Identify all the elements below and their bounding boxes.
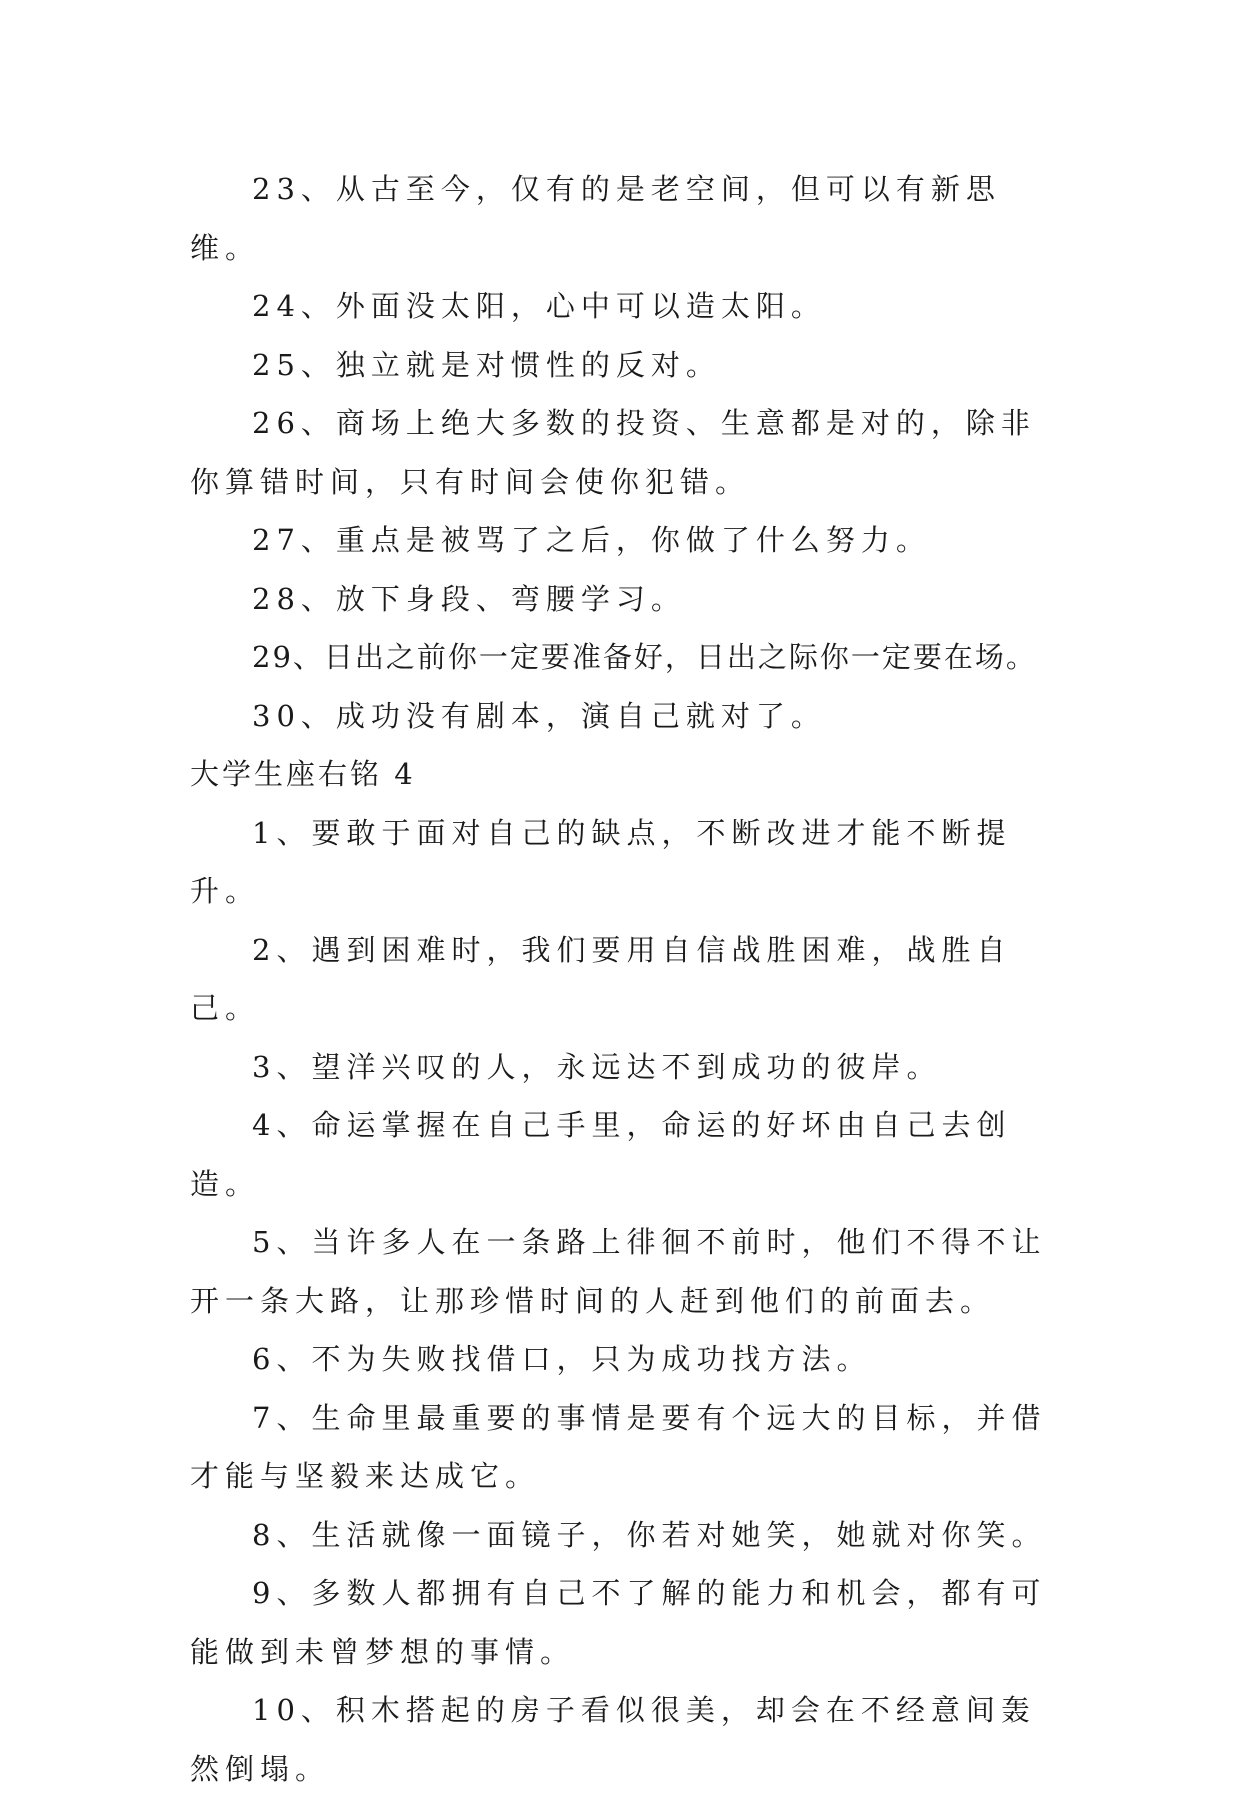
quote-paragraph: 24、外面没太阳，心中可以造太阳。 xyxy=(252,289,826,323)
quote-paragraph: 29、日出之前你一定要准备好，日出之际你一定要在场。 xyxy=(252,640,1037,674)
quote-paragraph: 4、命运掌握在自己手里，命运的好坏由自己去创造。 xyxy=(190,1108,1012,1201)
quote-paragraph: 26、商场上绝大多数的投资、生意都是对的，除非你算错时间，只有时间会使你犯错。 xyxy=(190,406,1036,499)
quote-paragraph: 5、当许多人在一条路上徘徊不前时，他们不得不让开一条大路，让那珍惜时间的人赶到他们的前面去。 xyxy=(190,1225,1047,1318)
document-body xyxy=(190,160,1050,1798)
quote-paragraph: 27、重点是被骂了之后，你做了什么努力。 xyxy=(252,523,931,557)
section-heading: 大学生座右铭 4 xyxy=(190,757,416,791)
quote-paragraph: 25、独立就是对惯性的反对。 xyxy=(252,347,721,382)
quote-paragraph: 3、望洋兴叹的人，永远达不到成功的彼岸。 xyxy=(252,1049,942,1084)
quote-paragraph: 7、生命里最重要的事情是要有个远大的目标，并借才能与坚毅来达成它。 xyxy=(190,1400,1047,1493)
quote-paragraph: 1、要敢于面对自己的缺点，不断改进才能不断提升。 xyxy=(190,815,1012,908)
quote-paragraph: 28、放下身段、弯腰学习。 xyxy=(252,581,686,616)
quote-paragraph: 2、遇到困难时，我们要用自信战胜困难，战胜自己。 xyxy=(190,932,1012,1025)
quote-paragraph: 9、多数人都拥有自己不了解的能力和机会，都有可能做到未曾梦想的事情。 xyxy=(190,1576,1047,1669)
quote-paragraph: 8、生活就像一面镜子，你若对她笑，她就对你笑。 xyxy=(252,1517,1047,1552)
quote-paragraph: 6、不为失败找借口，只为成功找方法。 xyxy=(252,1342,872,1376)
quote-paragraph: 10、积木搭起的房子看似很美，却会在不经意间轰然倒塌。 xyxy=(190,1693,1036,1786)
quote-paragraph: 30、成功没有剧本，演自己就对了。 xyxy=(252,698,826,733)
quote-paragraph: 23、从古至今，仅有的是老空间，但可以有新思维。 xyxy=(190,172,1001,265)
